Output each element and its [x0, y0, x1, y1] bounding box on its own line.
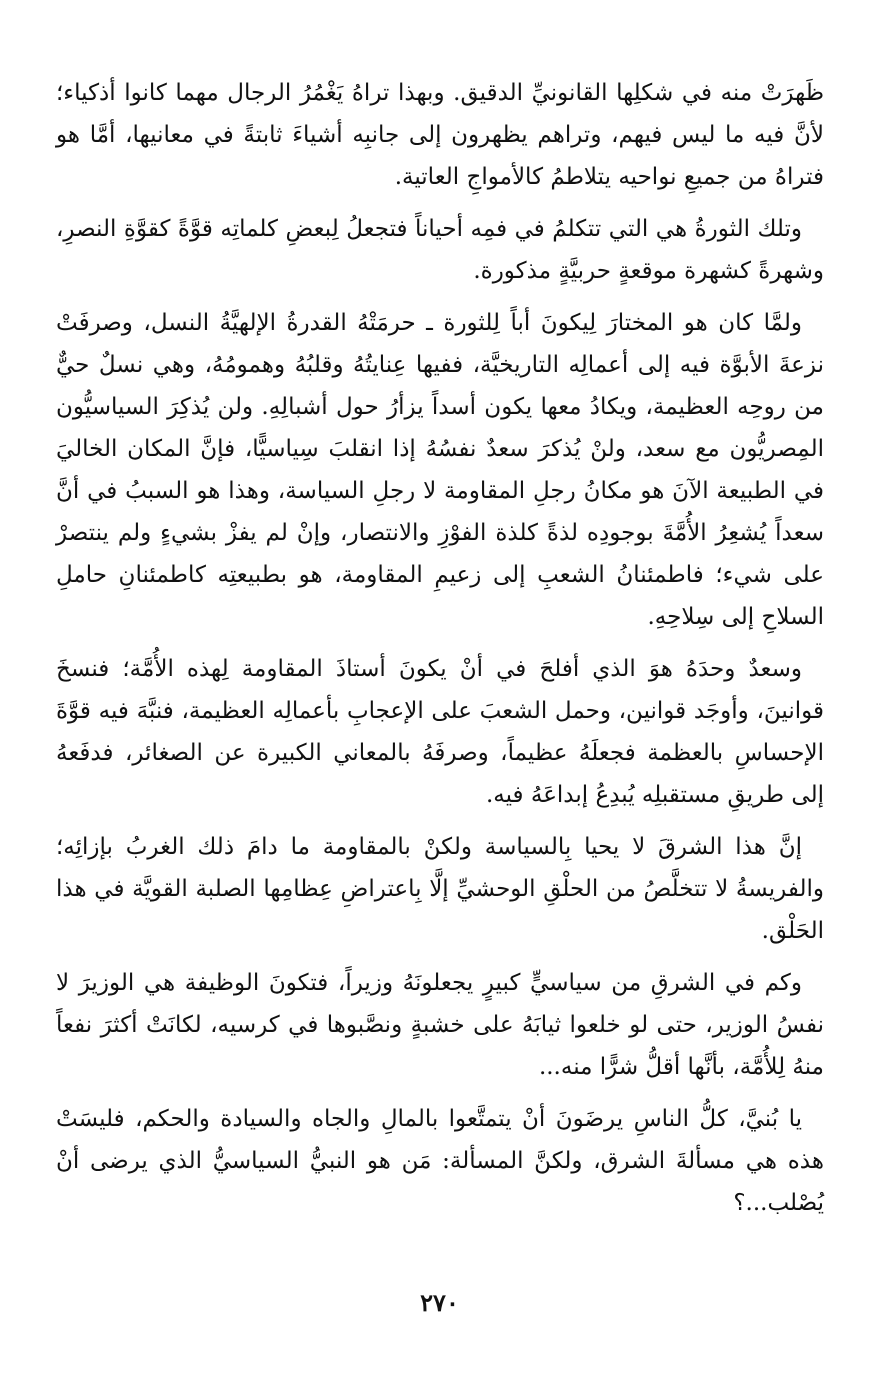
paragraph-3: ولمَّا كان هو المختارَ لِيكونَ أباً لِلثورة ـ حرمَتْهُ القدرةُ الإلهيَّةُ النسل، وصرفَتْ نزعةَ الأبوَّة فيه إلى أعمالِه التاريخيَّة، ففيها عِنايتُهُ وقلبُهُ وهمومُهُ، وهي نسلٌ حيٌّ من روحِه العظيمة، ويكادُ معها يكون أسداً يزأرُ حول أشبالِهِ. ولن يُذكِرَ السياسيُّون المِصريُّون مع سعد، ولنْ يُذكرَ سعدٌ نفسُهُ إذا انقلبَ سِياسيًّا، فإنَّ المكان الخاليَ في الطبيعة الآنَ هو مكانُ رجلِ المقاومة لا رجلِ السياسة، وهذا هو السببُ في أنَّ سعداً يُشعِرُ الأُمَّةَ بوجودِه لذةً كلذة الفوْزِ والانتصار، وإنْ لم يفزْ بشيءٍ ولم ينتصرْ على شيء؛ فاطمئنانُ الشعبِ إلى زعيمِ المقاومة، هو بطبيعتِه كاطمئنانِ حاملِ السلاحِ إلى سِلاحِهِ.	[56, 310, 824, 630]
paragraph-5: إنَّ هذا الشرقَ لا يحيا بِالسياسة ولكنْ بالمقاومة ما دامَ ذلك الغربُ بإزائِه؛ والفريسةُ لا تتخلَّصُ من الحلْقِ الوحشيِّ إلَّا بِاعتراضِ عِظامِها الصلبة القويَّة في هذا الحَلْق.	[56, 834, 824, 944]
paragraph-7: يا بُنيَّ، كلُّ الناسِ يرضَونَ أنْ يتمتَّعوا بالمالِ والجاه والسيادة والحكم، فليسَتْ هذه هي مسألةَ الشرق، ولكنَّ المسألة: مَن هو النبيُّ السياسيُّ الذي يرضى أنْ يُصْلب...؟	[56, 1106, 824, 1216]
body-text	[56, 72, 824, 1234]
page-number: ٢٧٠	[420, 1288, 459, 1317]
paragraph-2: وتلك الثورةُ هي التي تتكلمُ في فمِه أحياناً فتجعلُ لِبعضِ كلماتِه قوَّةً كقوَّةِ النصرِ، وشهرةً كشهرة موقعةٍ حربيَّةٍ مذكورة.	[56, 216, 824, 284]
paragraph-1: ظَهرَتْ منه في شكلِها القانونيِّ الدقيق. وبهذا تراهُ يَغْمُرُ الرجال مهما كانوا أذكياء؛ لأنَّ فيه ما ليس فيهم، وتراهم يظهرون إلى جانبِه أشياءَ ثابتةً في معانيها، أمَّا هو فتراهُ من جميعِ نواحيه يتلاطمُ كالأمواجِ العاتية.	[56, 80, 824, 190]
paragraph-4: وسعدٌ وحدَهُ هوَ الذي أفلحَ في أنْ يكونَ أستاذَ المقاومة لِهذه الأُمَّة؛ فنسخَ قوانينَ، وأوجَد قوانين، وحمل الشعبَ على الإعجابِ بأعمالِه العظيمة، فنبَّهَ فيه قوَّةَ الإحساسِ بالعظمة فجعلَهُ عظيماً، وصرفَهُ بالمعاني الكبيرة عن الصغائر، فدفَعهُ إلى طريقِ مستقبلِه يُبدِعُ إبداعَهُ فيه.	[56, 656, 824, 808]
paragraph-6: وكم في الشرقِ من سياسيٍّ كبيرٍ يجعلونَهُ وزيراً، فتكونَ الوظيفة هي الوزيرَ لا نفسُ الوزير، حتى لو خلعوا ثيابَهُ على خشبةٍ ونصَّبوها في كرسيه، لكانَتْ أكثرَ نفعاً منهُ لِلأُمَّة، بأنَّها أقلُّ شرًّا منه...	[56, 970, 824, 1080]
